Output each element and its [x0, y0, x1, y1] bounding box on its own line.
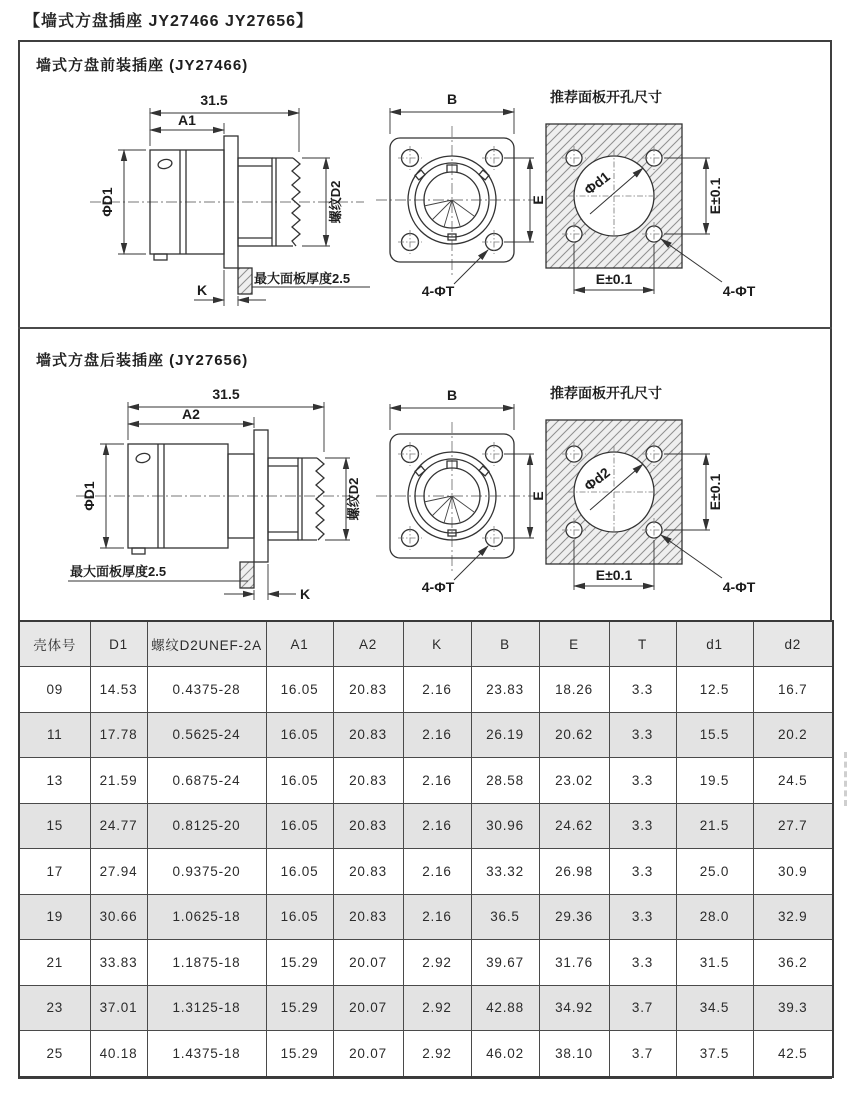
column-header: K	[403, 621, 471, 667]
dim-e-bottom-label: E±0.1	[595, 271, 633, 287]
table-cell: 34.92	[539, 985, 609, 1031]
column-header: d2	[753, 621, 833, 667]
panel-hatch	[238, 268, 252, 294]
table-cell: 25.0	[676, 849, 753, 895]
table-cell: 21.5	[676, 803, 753, 849]
drawing-front-view-front-mount	[362, 86, 547, 304]
table-cell: 0.9375-20	[147, 849, 266, 895]
table-cell: 20.07	[333, 940, 403, 986]
cutout-title: 推荐面板开孔尺寸	[550, 89, 662, 105]
column-header: A2	[333, 621, 403, 667]
spec-table	[18, 620, 834, 1078]
panel-hatch	[240, 562, 254, 588]
table-cell: 24.62	[539, 803, 609, 849]
table-cell: 0.6875-24	[147, 758, 266, 804]
table-cell: 20.07	[333, 985, 403, 1031]
table-cell: 19.5	[676, 758, 753, 804]
cutout-dia-label: Φd2	[581, 464, 613, 494]
table-cell: 15.29	[266, 940, 333, 986]
table-cell: 20.2	[753, 712, 833, 758]
table-row	[19, 849, 833, 895]
table-header-row	[19, 621, 833, 667]
table-cell: 23.02	[539, 758, 609, 804]
table-cell: 27.94	[90, 849, 147, 895]
dim-d1-label: ΦD1	[99, 187, 115, 217]
table-cell: 19	[19, 894, 90, 940]
dim-k-label: K	[196, 282, 208, 298]
table-cell: 1.4375-18	[147, 1031, 266, 1077]
table-cell: 2.16	[403, 849, 471, 895]
table-cell: 40.18	[90, 1031, 147, 1077]
table-cell: 3.3	[609, 803, 676, 849]
table-cell: 17	[19, 849, 90, 895]
dim-e-bottom-label: E±0.1	[595, 567, 633, 583]
table-cell: 30.9	[753, 849, 833, 895]
table-cell: 42.5	[753, 1031, 833, 1077]
holes-label: 4-ΦT	[722, 283, 756, 299]
drawing-side-view-rear-mount	[58, 384, 364, 606]
table-cell: 20.62	[539, 712, 609, 758]
table-cell: 30.66	[90, 894, 147, 940]
drawing-panel-cutout-rear-mount	[534, 382, 774, 602]
table-cell: 3.7	[609, 985, 676, 1031]
column-header: d1	[676, 621, 753, 667]
table-cell: 46.02	[471, 1031, 539, 1077]
table-cell: 3.3	[609, 712, 676, 758]
table-cell: 29.36	[539, 894, 609, 940]
table-cell: 3.3	[609, 758, 676, 804]
table-cell: 13	[19, 758, 90, 804]
table-cell: 39.3	[753, 985, 833, 1031]
dim-k-label: K	[299, 586, 311, 602]
table-cell: 34.5	[676, 985, 753, 1031]
table-cell: 3.7	[609, 1031, 676, 1077]
dim-b-label: B	[446, 91, 458, 107]
column-header: T	[609, 621, 676, 667]
table-cell: 16.7	[753, 667, 833, 713]
table-cell: 23	[19, 985, 90, 1031]
table-row	[19, 803, 833, 849]
table-cell: 36.5	[471, 894, 539, 940]
dim-e-label: E	[530, 491, 546, 501]
table-cell: 25	[19, 1031, 90, 1077]
table-cell: 3.3	[609, 849, 676, 895]
table-cell: 0.8125-20	[147, 803, 266, 849]
table-row	[19, 758, 833, 804]
table-cell: 16.05	[266, 712, 333, 758]
holes-label: 4-ΦT	[421, 283, 455, 299]
table-cell: 36.2	[753, 940, 833, 986]
table-cell: 21.59	[90, 758, 147, 804]
table-cell: 30.96	[471, 803, 539, 849]
table-cell: 16.05	[266, 849, 333, 895]
table-cell: 12.5	[676, 667, 753, 713]
page-title: 【墙式方盘插座 JY27466 JY27656】	[24, 13, 314, 30]
table-cell: 31.76	[539, 940, 609, 986]
table-cell: 37.5	[676, 1031, 753, 1077]
table-cell: 1.3125-18	[147, 985, 266, 1031]
table-cell: 0.4375-28	[147, 667, 266, 713]
table-cell: 38.10	[539, 1031, 609, 1077]
table-cell: 11	[19, 712, 90, 758]
table-row	[19, 894, 833, 940]
table-cell: 20.83	[333, 803, 403, 849]
table-row	[19, 712, 833, 758]
column-header: E	[539, 621, 609, 667]
table-cell: 15.29	[266, 1031, 333, 1077]
dim-total-label: 31.5	[212, 386, 240, 402]
column-header: A1	[266, 621, 333, 667]
table-cell: 28.58	[471, 758, 539, 804]
cutout-dia-label: Φd1	[581, 168, 613, 198]
table-cell: 24.5	[753, 758, 833, 804]
table-cell: 24.77	[90, 803, 147, 849]
table-cell: 16.05	[266, 803, 333, 849]
table-cell: 28.0	[676, 894, 753, 940]
table-cell: 2.92	[403, 940, 471, 986]
column-header: 壳体号	[19, 621, 90, 667]
table-cell: 42.88	[471, 985, 539, 1031]
table-cell: 18.26	[539, 667, 609, 713]
table-cell: 15	[19, 803, 90, 849]
table-cell: 2.16	[403, 667, 471, 713]
section-divider	[18, 327, 832, 329]
table-cell: 16.05	[266, 758, 333, 804]
panel-thickness-note: 最大面板厚度2.5	[254, 271, 351, 286]
table-cell: 20.83	[333, 712, 403, 758]
drawing-panel-cutout-front-mount	[534, 86, 774, 306]
table-cell: 20.83	[333, 758, 403, 804]
dim-b-label: B	[446, 387, 458, 403]
table-cell: 2.92	[403, 985, 471, 1031]
table-row	[19, 1031, 833, 1077]
column-header: B	[471, 621, 539, 667]
table-cell: 27.7	[753, 803, 833, 849]
table-cell: 14.53	[90, 667, 147, 713]
table-cell: 3.3	[609, 667, 676, 713]
dim-a2-label: A2	[182, 406, 200, 422]
table-cell: 1.0625-18	[147, 894, 266, 940]
column-header: D1	[90, 621, 147, 667]
edge-faint-marks	[844, 752, 847, 806]
table-cell: 33.83	[90, 940, 147, 986]
dim-e-label: E	[530, 195, 546, 205]
table-row	[19, 667, 833, 713]
holes-label: 4-ΦT	[722, 579, 756, 595]
table-cell: 37.01	[90, 985, 147, 1031]
drawing-front-view-rear-mount	[362, 382, 547, 600]
table-cell: 3.3	[609, 940, 676, 986]
table-cell: 16.05	[266, 667, 333, 713]
table-cell: 20.83	[333, 894, 403, 940]
column-header: 螺纹D2UNEF-2A	[147, 621, 266, 667]
drawing-side-view-front-mount	[62, 86, 372, 314]
table-cell: 16.05	[266, 894, 333, 940]
dim-thread-label: 螺纹D2	[346, 477, 361, 521]
section1-heading: 墙式方盘前装插座 (JY27466)	[36, 57, 249, 74]
table-cell: 17.78	[90, 712, 147, 758]
table-cell: 15.29	[266, 985, 333, 1031]
dim-a1-label: A1	[178, 112, 196, 128]
table-cell: 21	[19, 940, 90, 986]
cutout-title: 推荐面板开孔尺寸	[550, 385, 662, 401]
table-cell: 31.5	[676, 940, 753, 986]
table-cell: 39.67	[471, 940, 539, 986]
section2-heading: 墙式方盘后装插座 (JY27656)	[36, 352, 249, 369]
holes-label: 4-ΦT	[421, 579, 455, 595]
table-cell: 2.16	[403, 803, 471, 849]
dim-total-label: 31.5	[200, 92, 228, 108]
table-row	[19, 940, 833, 986]
table-cell: 20.07	[333, 1031, 403, 1077]
table-row	[19, 985, 833, 1031]
panel-thickness-note: 最大面板厚度2.5	[70, 564, 167, 579]
dim-d1-label: ΦD1	[81, 481, 97, 511]
table-cell: 3.3	[609, 894, 676, 940]
table-cell: 1.1875-18	[147, 940, 266, 986]
table-cell: 0.5625-24	[147, 712, 266, 758]
dim-e-side-label: E±0.1	[707, 473, 723, 511]
table-cell: 15.5	[676, 712, 753, 758]
table-cell: 2.16	[403, 894, 471, 940]
table-cell: 20.83	[333, 849, 403, 895]
table-cell: 33.32	[471, 849, 539, 895]
table-cell: 09	[19, 667, 90, 713]
table-cell: 2.16	[403, 712, 471, 758]
table-cell: 23.83	[471, 667, 539, 713]
dim-e-side-label: E±0.1	[707, 177, 723, 215]
dim-thread-label: 螺纹D2	[328, 180, 343, 224]
table-cell: 2.16	[403, 758, 471, 804]
table-cell: 2.92	[403, 1031, 471, 1077]
table-cell: 26.98	[539, 849, 609, 895]
table-cell: 26.19	[471, 712, 539, 758]
table-cell: 32.9	[753, 894, 833, 940]
table-cell: 20.83	[333, 667, 403, 713]
